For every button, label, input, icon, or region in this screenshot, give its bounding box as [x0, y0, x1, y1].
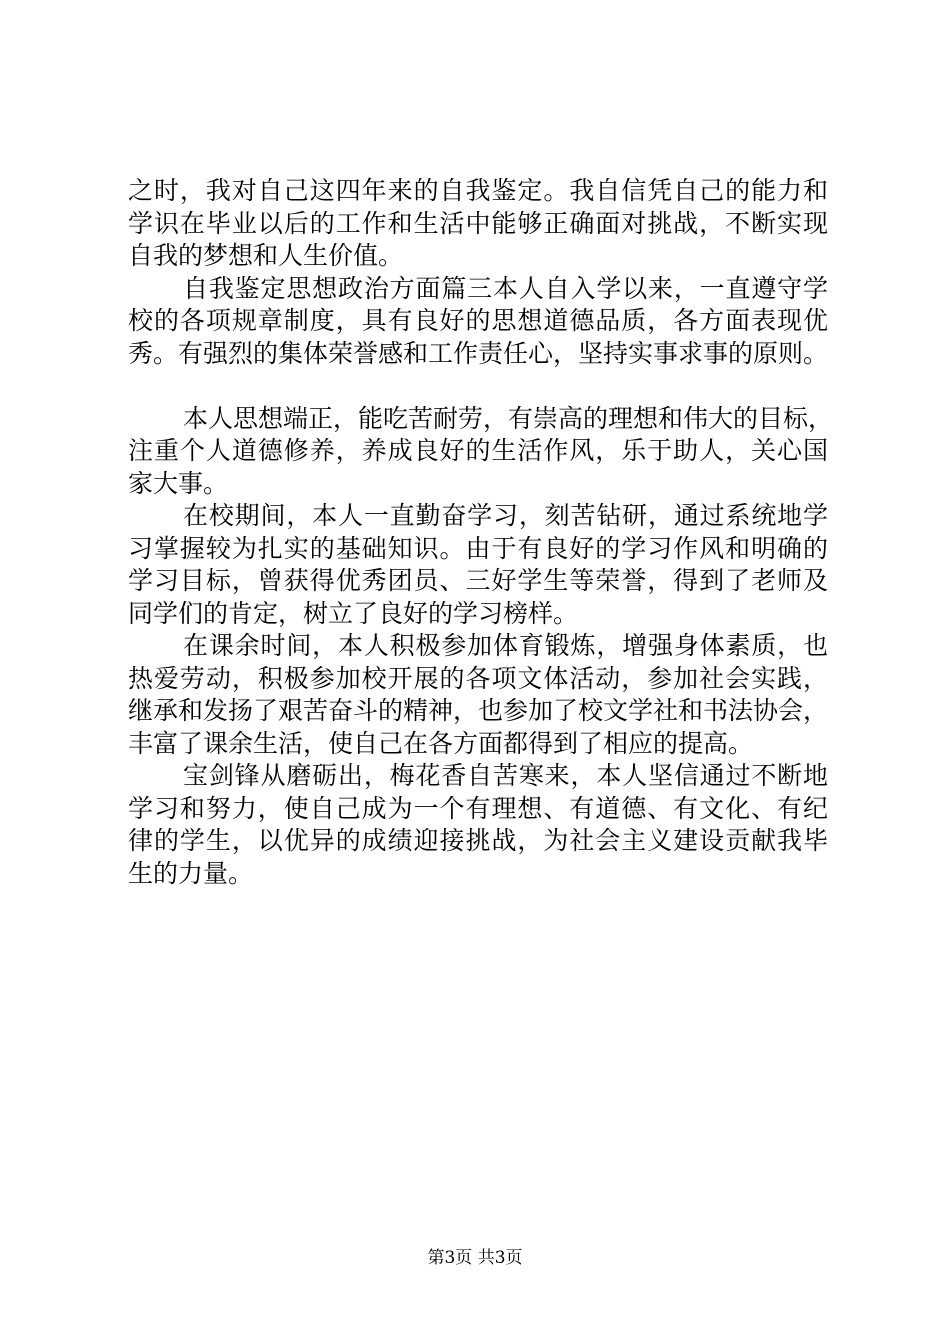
text-line: 校的各项规章制度，具有良好的思想道德品质，各方面表现优	[128, 306, 828, 335]
text-line: 律的学生，以优异的成绩迎接挑战，为社会主义建设贡献我毕	[128, 826, 828, 855]
text-line: 家大事。	[128, 468, 229, 498]
text-line: 本人思想端正，能吃苦耐劳，有崇高的理想和伟大的目标，	[183, 403, 834, 433]
document-body	[128, 175, 834, 890]
text-line: 宝剑锋从磨砺出，梅花香自苦寒来，本人坚信通过不断地	[183, 761, 828, 790]
text-line: 继承和发扬了艰苦奋斗的精神，也参加了校文学社和书法协会，	[128, 696, 829, 725]
text-line: 秀。有强烈的集体荣誉感和工作责任心，坚持实事求事的原则。	[128, 338, 829, 368]
text-line: 在课余时间，本人积极参加体育锻炼，增强身体素质，也	[183, 631, 828, 660]
text-line: 学习目标，曾获得优秀团员、三好学生等荣誉，得到了老师及	[128, 566, 828, 595]
text-line: 自我的梦想和人生价值。	[128, 241, 404, 270]
text-line: 热爱劳动，积极参加校开展的各项文体活动，参加社会实践，	[128, 663, 828, 693]
text-line: 学识在毕业以后的工作和生活中能够正确面对挑战，不断实现	[128, 208, 828, 238]
text-line: 在校期间，本人一直勤奋学习，刻苦钻研，通过系统地学	[183, 501, 828, 530]
text-line: 自我鉴定思想政治方面篇三本人自入学以来，一直遵守学	[183, 273, 828, 303]
text-line: 学习和努力，使自己成为一个有理想、有道德、有文化、有纪	[128, 793, 828, 823]
text-line: 习掌握较为扎实的基础知识。由于有良好的学习作风和明确的	[128, 533, 828, 563]
text-line: 同学们的肯定，树立了良好的学习榜样。	[128, 598, 579, 628]
page-footer: 第3页 共3页	[427, 1248, 523, 1268]
paragraph-gap	[128, 370, 828, 403]
text-line: 之时，我对自己这四年来的自我鉴定。我自信凭自己的能力和	[128, 176, 828, 205]
text-line: 生的力量。	[128, 858, 254, 888]
text-line: 注重个人道德修养，养成良好的生活作风，乐于助人，关心国	[128, 436, 828, 465]
text-line: 丰富了课余生活，使自己在各方面都得到了相应的提高。	[128, 728, 754, 758]
